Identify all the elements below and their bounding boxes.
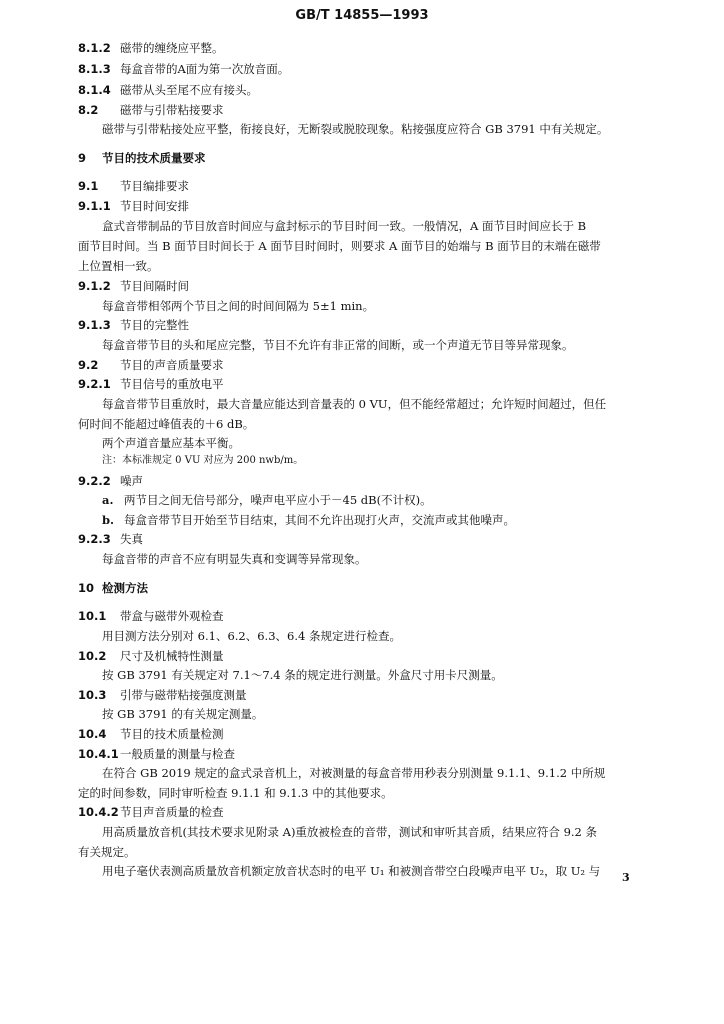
clause-number: 10.2 xyxy=(78,649,107,663)
clause-number: 8.1.4 xyxy=(78,83,111,97)
clause-text: 带盒与磁带外观检查 xyxy=(120,609,224,623)
clause-text: 节目的完整性 xyxy=(120,318,189,332)
paragraph-line: 面节目时间。当 B 面节目时间长于 A 面节目时间时，则要求 A 面节目的始端与 B 面节目的末端在磁带 xyxy=(78,239,601,253)
clause-line xyxy=(78,685,247,705)
clause-line xyxy=(78,529,143,549)
clause-text: 磁带从头至尾不应有接头。 xyxy=(120,83,258,97)
clause-line xyxy=(78,744,235,764)
clause-line xyxy=(78,276,189,296)
list-text: 每盒音带节目开始至节目结束，其间不允许出现打火声，交流声或其他噪声。 xyxy=(124,513,515,527)
clause-number: 9.2.2 xyxy=(78,474,111,488)
paragraph-line: 上位置相一致。 xyxy=(78,259,159,273)
list-text: 两节目之间无信号部分，噪声电平应小于－45 dB(不计权)。 xyxy=(124,493,432,507)
list-item xyxy=(102,510,515,530)
clause-text: 节目信号的重放电平 xyxy=(120,377,224,391)
clause-text: 磁带与引带粘接要求 xyxy=(120,103,224,117)
clause-line xyxy=(78,355,224,375)
paragraph-line: 有关规定。 xyxy=(78,845,136,859)
clause-number: 10.4.2 xyxy=(78,805,119,819)
paragraph-line: 按 GB 3791 的有关规定测量。 xyxy=(102,707,264,721)
clause-text: 失真 xyxy=(120,532,143,546)
clause-number: 9.1.3 xyxy=(78,318,111,332)
list-label: b. xyxy=(102,513,115,527)
page-number: 3 xyxy=(622,871,630,884)
clause-text: 节目声音质量的检查 xyxy=(120,805,224,819)
note-line: 注：本标准规定 0 VU 对应为 200 nwb/m。 xyxy=(102,455,304,466)
paragraph-line: 每盒音带相邻两个节目之间的时间间隔为 5±1 min。 xyxy=(102,299,375,313)
clause-number: 9.1.1 xyxy=(78,199,111,213)
clause-line xyxy=(78,38,224,58)
clause-number: 9.2.3 xyxy=(78,532,111,546)
section-title: 检测方法 xyxy=(102,581,148,595)
paragraph-line: 用高质量放音机(其技术要求见附录 A)重放被检查的音带，测试和审听其音质，结果应符合 9.2 条 xyxy=(102,825,598,839)
clause-line xyxy=(78,59,289,79)
clause-number: 9.2.1 xyxy=(78,377,111,391)
paragraph-line: 定的时间参数，同时审听检查 9.1.1 和 9.1.3 中的其他要求。 xyxy=(78,786,393,800)
clause-number: 8.1.3 xyxy=(78,62,111,76)
clause-line xyxy=(78,374,224,394)
clause-number: 10.1 xyxy=(78,609,107,623)
clause-number: 10.3 xyxy=(78,688,107,702)
paragraph-line: 用目测方法分别对 6.1、6.2、6.3、6.4 条规定进行检查。 xyxy=(102,629,401,643)
list-item xyxy=(102,490,432,510)
paragraph-line: 每盒音带节目的头和尾应完整，节目不允许有非正常的间断，或一个声道无节目等异常现象。 xyxy=(102,338,574,352)
section-number: 10 xyxy=(78,581,95,595)
paragraph-line: 两个声道音量应基本平衡。 xyxy=(102,436,240,450)
clause-number: 9.1.2 xyxy=(78,279,111,293)
clause-text: 引带与磁带粘接强度测量 xyxy=(120,688,247,702)
paragraph-line: 磁带与引带粘接处应平整，衔接良好，无断裂或脱胶现象。粘接强度应符合 GB 3791 中有关规定。 xyxy=(102,122,609,136)
paragraph-line: 盒式音带制品的节目放音时间应与盒封标示的节目时间一致。一般情况，A 面节目时间应长于 B xyxy=(102,219,587,233)
paragraph-line: 在符合 GB 2019 规定的盒式录音机上，对被测量的每盒音带用秒表分别测量 9.1.1、9.1.2 中所规 xyxy=(102,766,606,780)
section-number: 9 xyxy=(78,151,87,165)
clause-line xyxy=(78,196,189,216)
clause-text: 噪声 xyxy=(120,474,143,488)
clause-line xyxy=(78,471,143,491)
list-label: a. xyxy=(102,493,114,507)
clause-number: 8.2 xyxy=(78,103,99,117)
clause-number: 10.4.1 xyxy=(78,747,119,761)
paragraph-line: 用电子毫伏表测高质量放音机额定放音状态时的电平 U₁ 和被测音带空白段噪声电平 U₂，取 U₂ 与 xyxy=(102,864,601,878)
clause-text: 节目间隔时间 xyxy=(120,279,189,293)
clause-number: 9.2 xyxy=(78,358,99,372)
clause-number: 8.1.2 xyxy=(78,41,111,55)
clause-line xyxy=(78,606,224,626)
section-heading xyxy=(78,148,206,168)
section-title: 节目的技术质量要求 xyxy=(102,151,206,165)
clause-text: 节目的声音质量要求 xyxy=(120,358,224,372)
clause-line xyxy=(78,176,189,196)
clause-text: 每盒音带的A面为第一次放音面。 xyxy=(120,62,290,76)
section-heading xyxy=(78,578,148,598)
clause-text: 磁带的缠绕应平整。 xyxy=(120,41,224,55)
clause-line xyxy=(78,646,224,666)
standard-header: GB/T 14855—1993 xyxy=(295,8,429,23)
clause-text: 节目编排要求 xyxy=(120,179,189,193)
paragraph-line: 每盒音带的声音不应有明显失真和变调等异常现象。 xyxy=(102,552,367,566)
clause-line xyxy=(78,315,189,335)
clause-text: 一般质量的测量与检查 xyxy=(120,747,235,761)
clause-line xyxy=(78,100,224,120)
clause-line xyxy=(78,80,258,100)
clause-line xyxy=(78,802,224,822)
clause-number: 10.4 xyxy=(78,727,107,741)
paragraph-line: 每盒音带节目重放时，最大音量应能达到音量表的 0 VU，但不能经常超过；允许短时间超过，但任 xyxy=(102,397,607,411)
clause-text: 节目的技术质量检测 xyxy=(120,727,224,741)
clause-text: 尺寸及机械特性测量 xyxy=(120,649,224,663)
clause-number: 9.1 xyxy=(78,179,99,193)
paragraph-line: 何时间不能超过峰值表的＋6 dB。 xyxy=(78,417,255,431)
clause-text: 节目时间安排 xyxy=(120,199,189,213)
clause-line xyxy=(78,724,224,744)
paragraph-line: 按 GB 3791 有关规定对 7.1～7.4 条的规定进行测量。外盒尺寸用卡尺测量。 xyxy=(102,668,503,682)
